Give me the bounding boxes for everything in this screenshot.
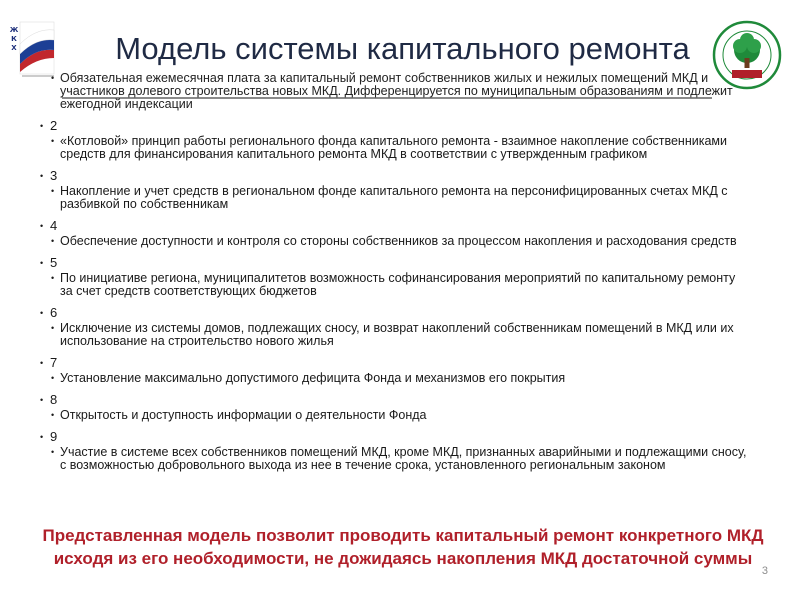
item-number: • 5 [28, 254, 768, 272]
item-number: • 9 [28, 428, 768, 446]
item-number: • 4 [28, 217, 768, 235]
item-text: • Установление максимально допустимого дефицита Фонда и механизмов его покрытия [28, 372, 768, 385]
list-item [28, 72, 768, 111]
list-item [28, 304, 768, 348]
item-text: • Исключение из системы домов, подлежащих сносу, и возврат накоплений собственникам помещений в МКД или их использование на строительство нового жилья [28, 322, 768, 348]
slide-title: Модель системы капитального ремонта [115, 31, 690, 66]
model-items-list [28, 72, 768, 472]
conclusion-statement: Представленная модель позволит проводить капитальный ремонт конкретного МКД исходя из его необходимости, не дожидаясь накопления МКД достаточной суммы [42, 526, 764, 568]
logo-left-text: Ж К Х [9, 26, 19, 52]
list-item [28, 354, 768, 385]
item-number: • 3 [28, 167, 768, 185]
list-item [28, 217, 768, 248]
item-text: • Обеспечение доступности и контроля со стороны собственников за процессом накопления и расходования средств [28, 235, 768, 248]
item-text: • По инициативе региона, муниципалитетов возможность софинансирования мероприятий по капитальному ремонту за счет средств соответствующих бюджетов [28, 272, 768, 298]
list-item [28, 117, 768, 161]
item-text: • Открытость и доступность информации о деятельности Фонда [28, 409, 768, 422]
item-number: • 6 [28, 304, 768, 322]
page-number: 3 [761, 565, 768, 577]
list-item [28, 254, 768, 298]
item-text: • Участие в системе всех собственников помещений МКД, кроме МКД, признанных аварийными и подлежащими сносу, с возможностью добровольного выхода из нее в течение срока, установленного региональным законом [28, 446, 768, 472]
item-number: • 8 [28, 391, 768, 409]
item-text: • Накопление и учет средств в региональном фонде капитального ремонта на персонифицированных счетах МКД с разбивкой по собственникам [28, 185, 768, 211]
list-item [28, 391, 768, 422]
item-text: • Обязательная ежемесячная плата за капитальный ремонт собственников жилых и нежилых помещений МКД и участников долевого строительства новых МКД. Дифференцируется по муниципальным образованиям и подлежит ежегодной индексации [28, 72, 768, 111]
item-text: • «Котловой» принцип работы регионального фонда капитального ремонта - взаимное накопление собственниками средств для финансирования капитального ремонта МКД в соответствии с утвержденным графиком [28, 135, 768, 161]
list-item [28, 428, 768, 472]
list-item [28, 167, 768, 211]
item-number: • 2 [28, 117, 768, 135]
item-number: • 7 [28, 354, 768, 372]
